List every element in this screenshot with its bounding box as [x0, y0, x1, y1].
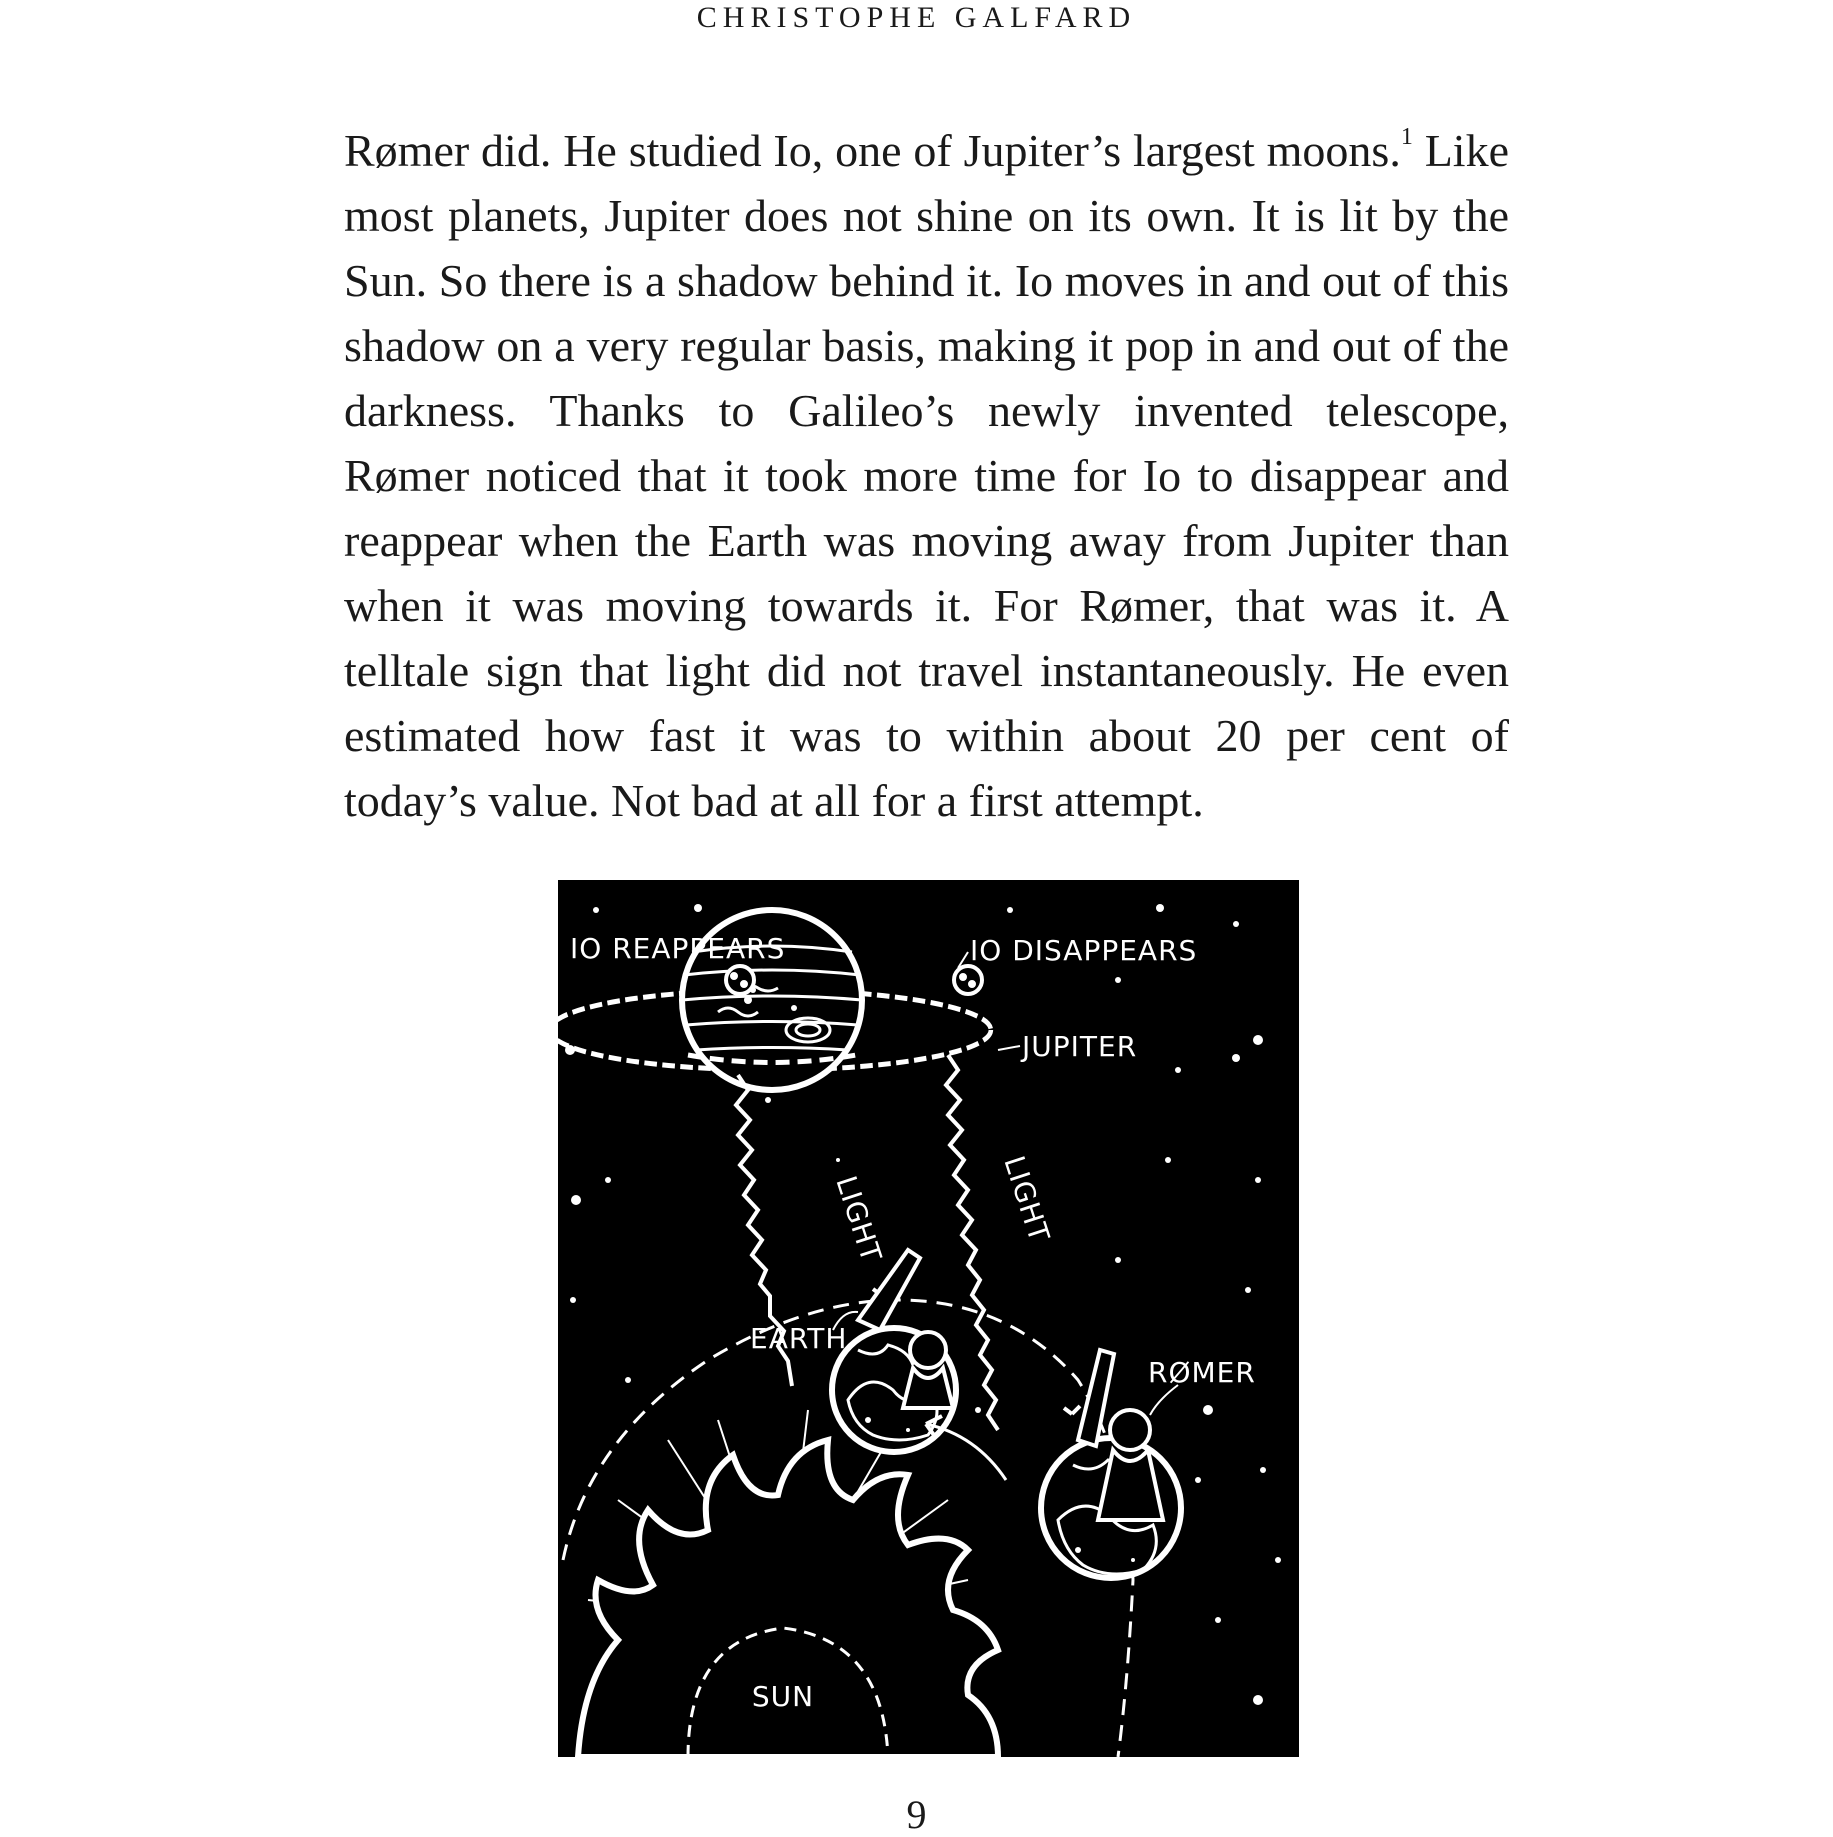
astronomer-head-near — [910, 1332, 946, 1368]
body-paragraph — [344, 118, 1509, 833]
io-moon-left-render — [726, 966, 754, 994]
light-label-right: LIGHT — [997, 1151, 1057, 1247]
earth-label: EARTH — [750, 1322, 848, 1355]
paragraph-text-part2: Like most planets, Jupiter does not shine on its own. It is lit by the Sun. So there is a shadow behind it. Io moves in and out of this shadow on a very regular basis, making it pop in and out of the darkness. Thanks to Galileo’s newly invented telescope, Rømer noticed that it took more time for Io to disappear and reappear when the Earth was moving away from Jupiter than when it was moving towards it. For Rømer, that was it. A telltale sign that light did not travel instantaneously. He even estimated how fast it was to within about 20 per cent of today’s value. Not bad at all for a first attempt. — [344, 125, 1509, 826]
footnote-marker[interactable]: 1 — [1400, 124, 1413, 150]
romer-head — [1110, 1410, 1150, 1450]
light-label-left: LIGHT — [829, 1171, 889, 1267]
romer-label: RØMER — [1148, 1356, 1256, 1389]
io-disappears-label: IO DISAPPEARS — [970, 934, 1198, 967]
page-number: 9 — [906, 1792, 927, 1837]
paragraph-text-part1: Rømer did. He studied Io, one of Jupiter’s largest moons. — [344, 125, 1401, 176]
io-moon-right-render — [954, 966, 982, 994]
romer-illustration — [558, 880, 1299, 1757]
illustration-canvas — [558, 880, 1299, 1757]
running-head: CHRISTOPHE GALFARD — [696, 1, 1137, 34]
jupiter-label: JUPITER — [1022, 1030, 1138, 1063]
sun-label: SUN — [751, 1680, 815, 1713]
io-reappears-label: IO REAPPEARS — [570, 932, 786, 965]
